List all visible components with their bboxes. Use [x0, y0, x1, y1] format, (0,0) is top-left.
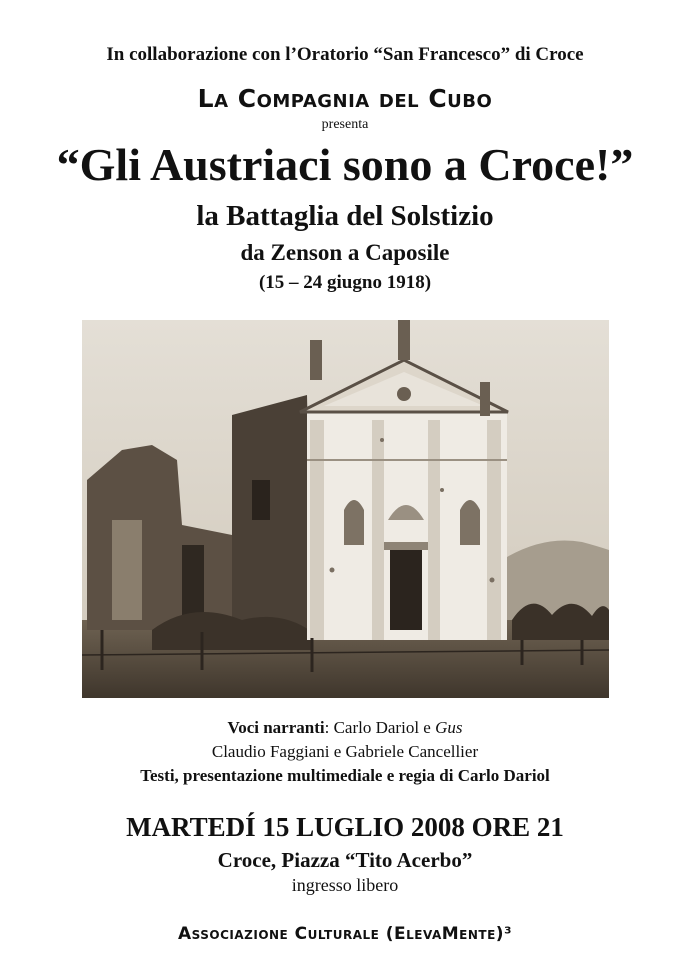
narrator-gus: Gus [435, 718, 463, 737]
presents-label: presenta [321, 117, 369, 132]
narrators-label: Voci narranti [227, 718, 325, 737]
church-ruins-photo [82, 320, 609, 698]
direction-credit: Testi, presentazione multimediale e regia di Carlo Dariol [140, 766, 550, 785]
company-name: La Compagnia del Cubo [197, 84, 493, 113]
narrators-names: Carlo Dariol e [333, 718, 436, 737]
collaboration-line: In collaborazione con l’Oratorio “San Francesco” di Croce [106, 44, 584, 65]
association-name: Associazione Culturale (ElevaMente)³ [177, 924, 513, 944]
show-dates: (15 – 24 giugno 1918) [258, 272, 432, 293]
narrators-line [0, 718, 690, 738]
show-title: “Gli Austriaci sono a Croce!” [56, 139, 634, 190]
show-subtitle: la Battaglia del Solstizio [196, 200, 494, 232]
narrators-separator: : [324, 718, 334, 737]
church-ruins-illustration [82, 320, 609, 698]
narrators-more: Claudio Faggiani e Gabriele Cancellier [211, 742, 479, 761]
event-entry: ingresso libero [291, 875, 399, 895]
event-venue: Croce, Piazza “Tito Acerbo” [217, 848, 473, 872]
event-datetime: MARTEDÍ 15 LUGLIO 2008 ORE 21 [126, 812, 564, 842]
show-route: da Zenson a Caposile [240, 240, 450, 265]
